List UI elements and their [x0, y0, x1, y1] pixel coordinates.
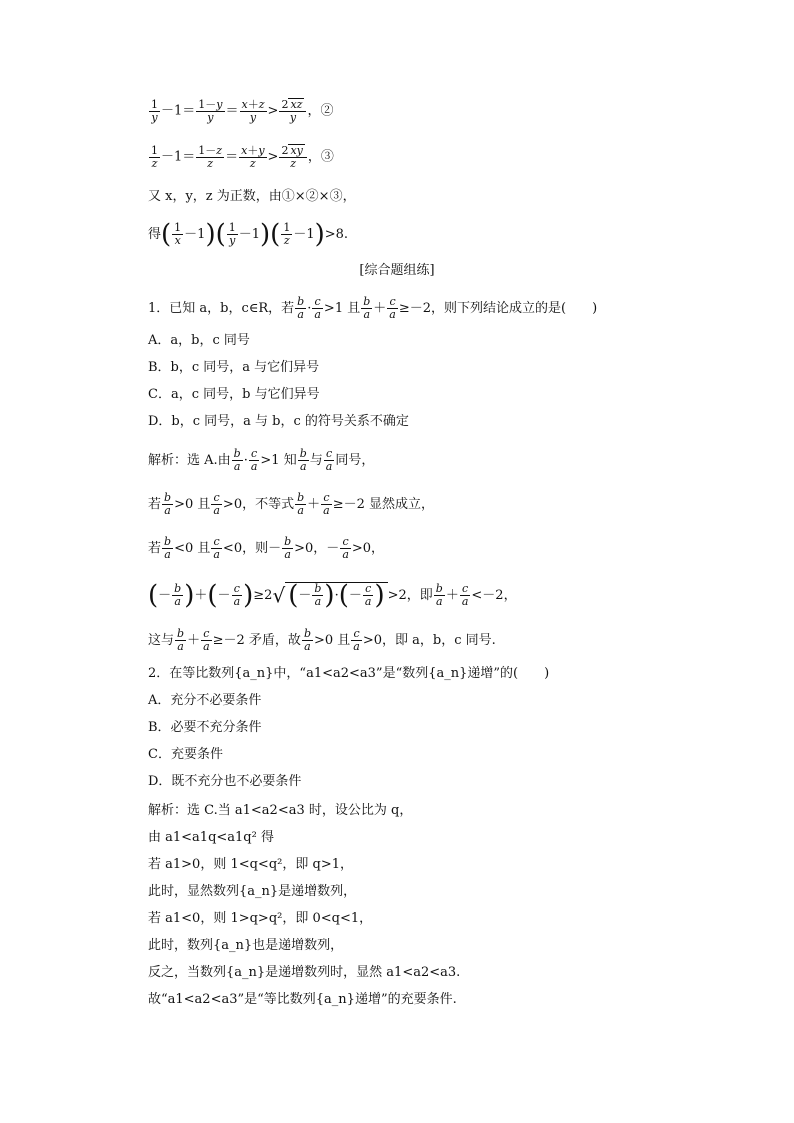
equation-3: $\frac{1}{z}$ －1＝ $\frac{1-z}{z}$ ＝ $\frac{x+y}{z}$ > $\frac{2 xy}{z}$ ，③: [151, 143, 334, 170]
q2-solution-line: 若 a1<0，则 1>q>q²，即 0<q<1，: [148, 911, 373, 926]
product-inequality: 得( $\frac{1}{x}$ －1)( $\frac{1}{y}$ －1)( $\frac{1}{z}$ －1)>8.: [148, 219, 349, 250]
q1-option-a: A．a，b，c 同号: [148, 333, 250, 348]
q1-stem: 1．已知 a，b，c∈R，若 $\frac{b}{a}$ · $\frac{c}{a}$ >1 且 $\frac{b}{a}$ ＋ $\frac{c}{a}$ ≥－2，则下列结论成立的是( ): [148, 295, 598, 321]
q2-solution-line: 由 a1<a1q<a1q² 得: [148, 830, 274, 845]
q2-stem: 2．在等比数列{a_n}中，“a1<a2<a3”是“数列{a_n}递增”的( ): [148, 666, 550, 681]
q1-solution-line-1: 解析：选 A.由 $\frac{b}{a}$ · $\frac{c}{a}$ >1 知 $\frac{b}{a}$ 与 $\frac{c}{a}$ 同号，: [148, 447, 375, 473]
q1-solution-line-3: 若 $\frac{b}{a}$ <0 且 $\frac{c}{a}$ <0，则－ $\frac{b}{a}$ >0，－ $\frac{c}{a}$ >0，: [148, 535, 385, 561]
derivation-text: 又 x，y，z 为正数，由①×②×③，: [148, 189, 356, 204]
q2-solution-line: 此时，数列{a_n}也是递增数列，: [148, 938, 344, 953]
q2-solution-line: 此时，显然数列{a_n}是递增数列，: [148, 884, 357, 899]
q2-solution-line: 若 a1>0，则 1<q<q²，即 q>1，: [148, 857, 353, 872]
q1-option-c: C．a，c 同号，b 与它们异号: [148, 387, 320, 402]
section-title: [综合题组练]: [359, 263, 435, 278]
q2-option-b: B．必要不充分条件: [148, 720, 262, 735]
q2-solution-line: 解析：选 C.当 a1<a2<a3 时，设公比为 q，: [148, 803, 413, 818]
q1-option-d: D．b，c 同号，a 与 b，c 的符号关系不确定: [148, 414, 409, 429]
q1-solution-line-5: 这与 $\frac{b}{a}$ ＋ $\frac{c}{a}$ ≥－2 矛盾，故 $\frac{b}{a}$ >0 且 $\frac{c}{a}$ >0，即 a，b，c 同号.: [148, 627, 496, 653]
q2-option-a: A．充分不必要条件: [148, 693, 262, 708]
q1-solution-line-4: (－ $\frac{b}{a}$ )＋(－ $\frac{c}{a}$ )≥2√ (－ $\frac{b}{a}$ )·(－ $\frac{c}{a}$ ) >2，即 $\frac{b}{a}$ ＋ $\frac{c}{a}$ <－2，: [148, 580, 517, 611]
equation-2: $\frac{1}{y}$ －1＝ $\frac{1-y}{y}$ ＝ $\frac{x+z}{y}$ > $\frac{2 xz}{y}$ ，②: [151, 97, 334, 124]
q2-solution-line: 反之，当数列{a_n}是递增数列时，显然 a1<a2<a3.: [148, 965, 461, 980]
q1-option-b: B．b，c 同号，a 与它们异号: [148, 360, 320, 375]
q2-option-c: C．充要条件: [148, 747, 223, 762]
q2-solution-line: 故“a1<a2<a3”是“等比数列{a_n}递增”的充要条件.: [148, 992, 457, 1007]
q1-solution-line-2: 若 $\frac{b}{a}$ >0 且 $\frac{c}{a}$ >0，不等式 $\frac{b}{a}$ ＋ $\frac{c}{a}$ ≥－2 显然成立，: [148, 491, 435, 517]
q2-option-d: D．既不充分也不必要条件: [148, 774, 302, 789]
